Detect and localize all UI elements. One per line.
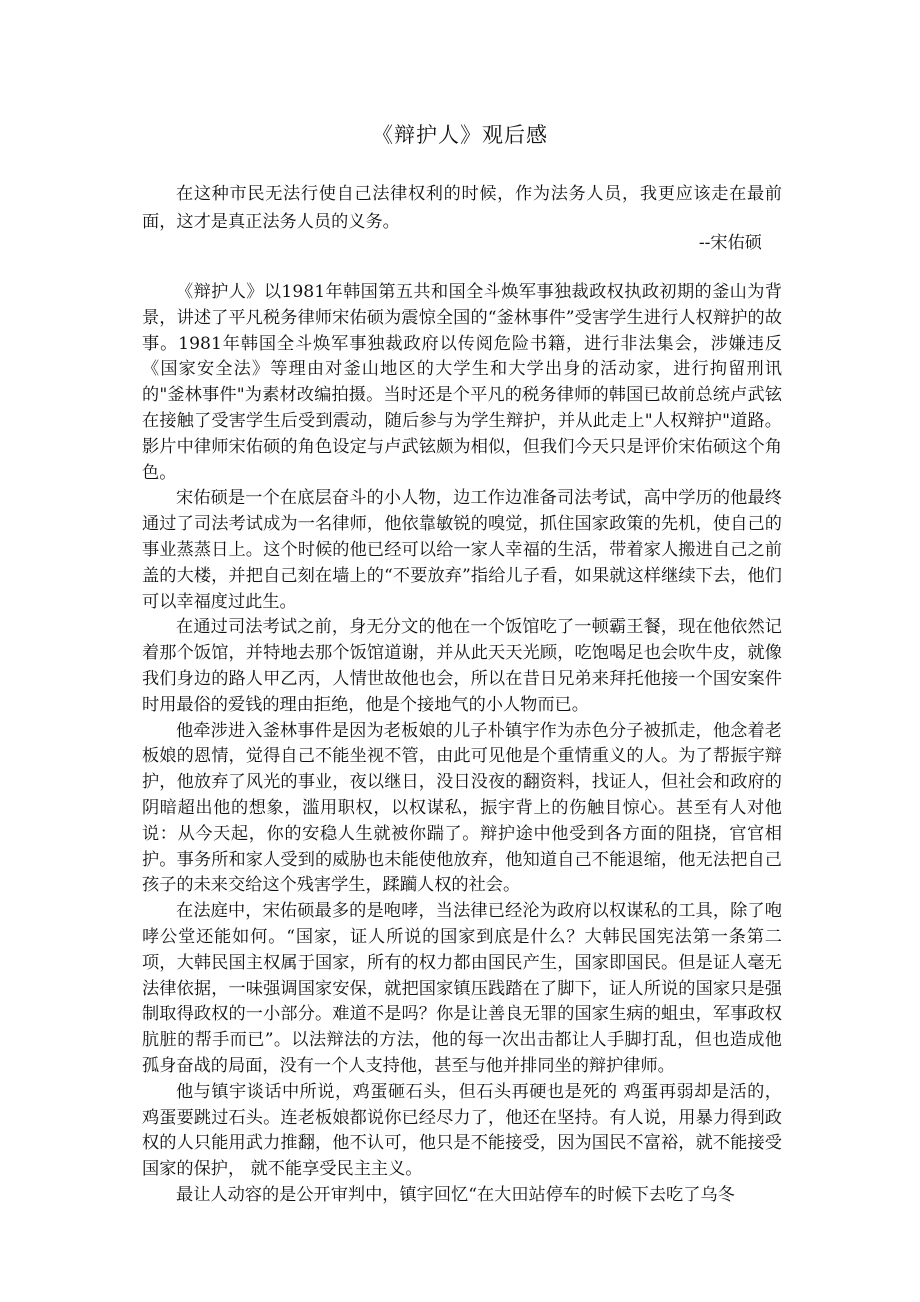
epigraph-quote: 在这种市民无法行使自己法律权利的时候，作为法务人员，我更应该走在最前面，这才是真正法务人员的义务。 — [142, 184, 782, 232]
paragraph: 《辩护人》以1981年韩国第五共和国全斗焕军事独裁政权执政初期的釜山为背景，讲述了平凡税务律师宋佑硕为震惊全国的“釜林事件”受害学生进行人权辩护的故事。1981年韩国全斗焕军事独裁政府以传阅危险书籍，进行非法集会，涉嫌违反《国家安全法》等理由对釜山地区的大学生和大学出身的活动家，进行拘留刑讯的"釜林事件"为素材改编拍摄。当时还是个平凡的税务律师的韩国已故前总统卢武铉在接触了受害学生后受到震动，随后参与为学生辩护，并从此走上"人权辩护"道路。影片中律师宋佑硕的角色设定与卢武铉颇为相似，但我们今天只是评价宋佑硕这个角色。 — [142, 282, 782, 483]
page-title: 《辩护人》观后感 — [372, 123, 548, 147]
paragraph: 他与镇宇谈话中所说，鸡蛋砸石头，但石头再硬也是死的 鸡蛋再弱却是活的，鸡蛋要跳过石头。连老板娘都说你已经尽力了，他还在坚持。有人说，用暴力得到政权的人只能用武力推翻，他不认可，他只是不能接受，因为国民不富裕，就不能接受国家的保护， 就不能享受民主主义。 — [142, 1081, 782, 1180]
paragraph: 在通过司法考试之前，身无分文的他在一个饭馆吃了一顿霸王餐，现在他依然记着那个饭馆，并特地去那个饭馆道谢，并从此天天光顾，吃饱喝足也会吹牛皮，就像我们身边的路人甲乙丙，人情世故他也会，所以在昔日兄弟来拜托他接一个国安案件时用最俗的爱钱的理由拒绝，他是个接地气的小人物而已。 — [142, 617, 782, 715]
epigraph-attribution: --宋佑硕 — [698, 233, 762, 253]
paragraph: 在法庭中，宋佑硕最多的是咆哮，当法律已经沦为政府以权谋私的工具，除了咆哮公堂还能如何。“国家，证人所说的国家到底是什么？大韩民国宪法第一条第二项，大韩民国主权属于国家，所有的权力都由国民产生，国家即国民。但是证人毫无法律依据，一味强调国家安保，就把国家镇压践踏在了脚下，证人所说的国家只是强制取得政权的一小部分。难道不是吗？你是让善良无罪的国家生病的蛆虫，军事政权肮脏的帮手而已”。以法辩法的方法，他的每一次出击都让人手脚打乱，但也造成他孤身奋战的局面，没有一个人支持他，甚至与他并排同坐的辩护律师。 — [142, 901, 782, 1076]
paragraph: 他牵涉进入釜林事件是因为老板娘的儿子朴镇宇作为赤色分子被抓走，他念着老板娘的恩情，觉得自己不能坐视不管，由此可见他是个重情重义的人。为了帮振宇辩护，他放弃了风光的事业，夜以继日，没日没夜的翻资料，找证人，但社会和政府的阴暗超出他的想象，滥用职权，以权谋私，振宇背上的伤触目惊心。甚至有人对他说：从今天起，你的安稳人生就被你踹了。辩护途中他受到各方面的阻挠，官官相护。事务所和家人受到的威胁也未能使他放弃，他知道自己不能退缩，他无法把自己孩子的未来交给这个残害学生，蹂躏人权的社会。 — [142, 720, 782, 896]
article-body — [142, 280, 782, 1209]
paragraph: 宋佑硕是一个在底层奋斗的小人物，边工作边准备司法考试，高中学历的他最终通过了司法考试成为一名律师，他依靠敏锐的嗅觉，抓住国家政策的先机，使自己的事业蒸蒸日上。这个时候的他已经可以给一家人幸福的生活，带着家人搬进自己之前盖的大楼，并把自己刻在墙上的“不要放弃”指给儿子看，如果就这样继续下去，他们可以幸福度过此生。 — [142, 488, 782, 612]
paragraph: 最让人动容的是公开审判中，镇宇回忆“在大田站停车的时候下去吃了乌冬 — [176, 1184, 735, 1205]
